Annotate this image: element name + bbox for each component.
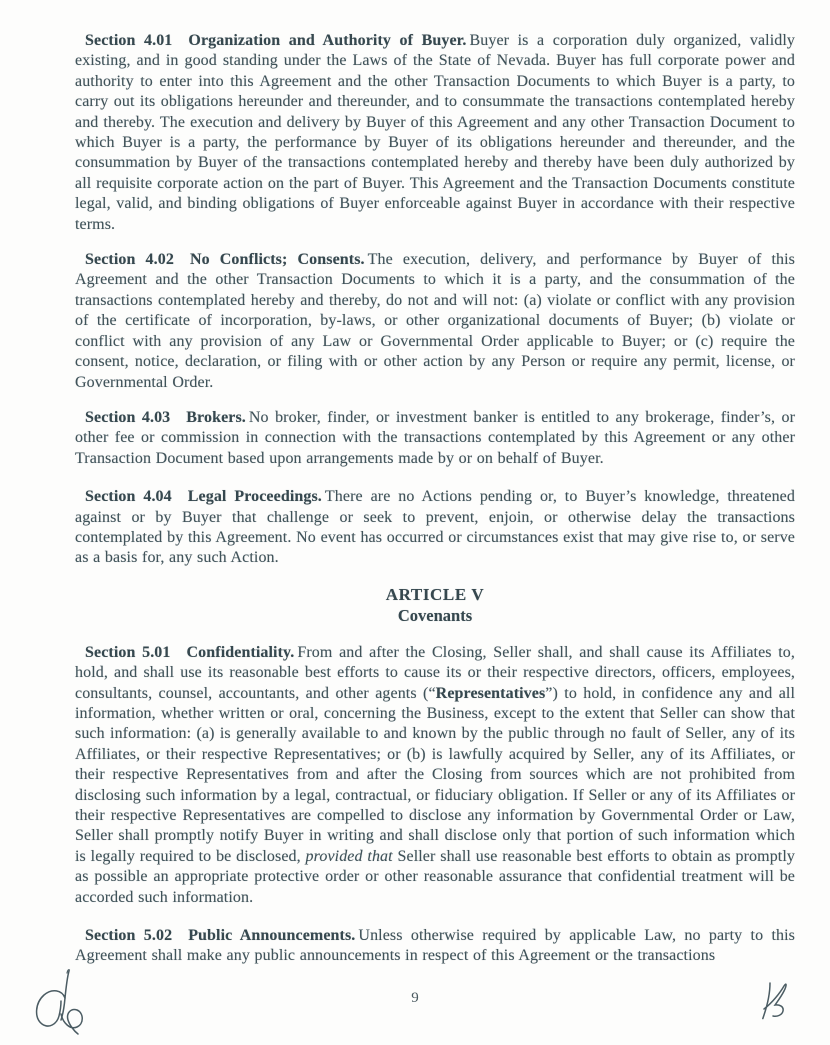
section-4-03-title: Brokers. xyxy=(186,408,246,426)
section-4-02-label: Section 4.02 xyxy=(85,251,174,269)
section-4-01-body: Buyer is a corporation duly organized, validly existing, and in good standing under the Laws of the State of Nevada. Buyer has full corporate power and authority to enter into this Agreement and the other Transaction Documents to which Buyer is a party, to carry out its obligations hereunder and thereunder, and to consummate the transactions contemplated hereby and thereby. The execution and delivery by Buyer of this Agreement and any other Transaction Document to which Buyer is a party, the performance by Buyer of its obligations hereunder and thereunder, and the consummation by Buyer of the transactions contemplated hereby and thereby have been duly authorized by all requisite corporate action on the part of Buyer. This Agreement and the Transaction Documents constitute legal, valid, and binding obligations of Buyer enforceable against Buyer in accordance with their respective terms. xyxy=(75,32,795,233)
section-4-03-label: Section 4.03 xyxy=(85,408,171,426)
section-4-02-paragraph xyxy=(75,250,795,393)
section-5-01-title: Confidentiality. xyxy=(186,643,295,661)
section-4-02-body: The execution, delivery, and performance by Buyer of this Agreement and the other Transaction Documents to which it is a party, and the consummation of the transactions contemplated hereby and thereby, do not and will not: (a) violate or conflict with any provision of the certificate of incorporation, by-laws, or other organizational documents of Buyer; (b) violate or conflict with any provision of any Law or Governmental Order applicable to Buyer; or (c) require the consent, notice, declaration, or filing with or other action by any Person or require any permit, license, or Governmental Order. xyxy=(75,251,796,391)
section-4-01-label: Section 4.01 xyxy=(85,32,173,49)
article-5-heading: ARTICLE V xyxy=(385,584,485,604)
handwritten-initials-left xyxy=(22,968,100,1040)
section-4-04-title: Legal Proceedings. xyxy=(187,488,322,506)
section-4-04-paragraph xyxy=(75,487,795,569)
section-5-01-label: Section 5.01 xyxy=(85,643,171,661)
section-4-01-title: Organization and Authority of Buyer. xyxy=(188,32,467,49)
handwritten-initials-right xyxy=(760,981,802,1027)
section-4-03-paragraph xyxy=(75,408,795,469)
section-4-01-paragraph xyxy=(75,31,795,235)
article-5-heading-block xyxy=(75,584,795,626)
section-5-01-body-part2: ”) to hold, in confidence any and all information, whether written or oral, concerning the Business, except to the extent that Seller can show that such information: (a) is generally available to and known by the public through no fault of Seller, any of its Affiliates, or their respective Representatives; or (b) is lawfully acquired by Seller, any of its Affiliates, or their respective Representatives from and after the Closing from sources which are not prohibited from disclosing such information by a legal, contractual, or fiduciary obligation. If Seller or any of its Affiliates or their respective Representatives are compelled to disclose any information by Governmental Order or Law, Seller shall promptly notify Buyer in writing and shall disclose only that portion of such information which is legally required to be disclosed, xyxy=(75,684,795,865)
representatives-defined-term: Representatives xyxy=(435,684,546,702)
section-5-02-paragraph xyxy=(75,926,795,967)
section-5-01-paragraph xyxy=(75,643,795,908)
provided-that-phrase: provided that xyxy=(305,847,393,865)
section-4-02-title: No Conflicts; Consents. xyxy=(189,251,365,269)
article-5-subheading: Covenants xyxy=(397,605,473,625)
section-4-03-body: No broker, finder, or investment banker is entitled to any brokerage, finder’s, or other fee or commission in connection with the transactions contemplated by this Agreement or any other Transaction Document based upon arrangements made by or on behalf of Buyer. xyxy=(75,408,795,467)
section-4-04-label: Section 4.04 xyxy=(85,488,172,506)
section-4-04-body: There are no Actions pending or, to Buyer’s knowledge, threatened against or by Buyer that challenge or seek to prevent, enjoin, or otherwise delay the transactions contemplated by this Agreement. No event has occurred or circumstances exist that may give rise to, or serve as a basis for, any such Action. xyxy=(75,488,795,567)
section-5-02-title: Public Announcements. xyxy=(188,927,356,945)
section-5-01-body-part1: From and after the Closing, Seller shall, and shall cause its Affiliates to, hold, and shall use its reasonable best efforts to cause its or their respective directors, officers, employees, consultants, counsel, accountants, and other agents (“ xyxy=(75,643,795,702)
section-5-02-body: Unless otherwise required by applicable Law, no party to this Agreement shall make any public announcements in respect of this Agreement or the transactions xyxy=(75,927,796,965)
page-number: 9 xyxy=(411,990,419,1006)
text-column xyxy=(75,31,795,982)
section-5-01-body-part3: Seller shall use reasonable best efforts to obtain as promptly as possible an appropriate protective order or other reasonable assurance that confidential treatment will be accorded such information. xyxy=(75,847,795,906)
section-5-02-label: Section 5.02 xyxy=(85,927,173,945)
